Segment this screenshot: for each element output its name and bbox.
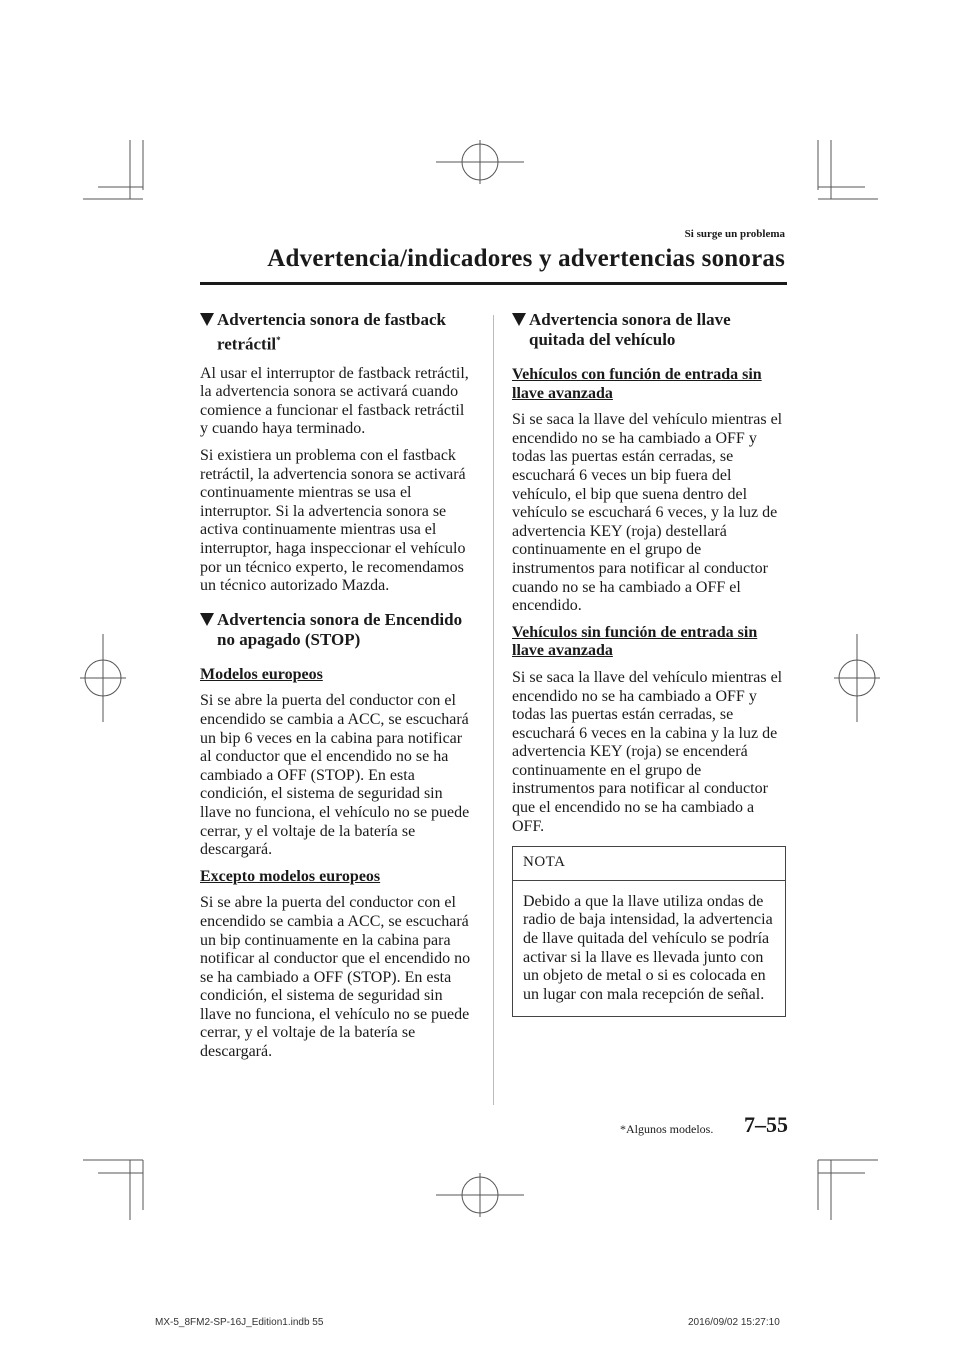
section-heading: Advertencia sonora de Encendido no apagado (STOP) [200,610,472,650]
print-timestamp: 2016/09/02 15:27:10 [688,1317,780,1328]
triangle-bullet-icon [512,313,526,326]
subheading: Modelos europeos [200,665,323,683]
left-column [200,310,472,1070]
paragraph: Si se abre la puerta del conductor con el encendido se cambia a ACC, se escuchará un bip 6 veces en la cabina para notificar al conductor que el encendido no se ha cambiado a OFF (STOP). En esta condición, el sistema de seguridad sin llave no funciona, el vehículo no se puede cerrar, y el voltaje de la batería se descargará. [200,692,470,859]
page-number: 7–55 [744,1112,788,1137]
right-column [512,310,784,1017]
subheading: Vehículos sin función de entrada sin llave avanzada [512,623,758,660]
registration-mark-icon [80,634,126,722]
paragraph: Si existiera un problema con el fastback retráctil, la advertencia sonora se activará continuamente mientras se usa el interruptor. Si la advertencia sonora se activa continuamente mientras usa el interruptor, haga inspeccionar el vehículo por un técnico experto, le recomendamos un técnico autorizado Mazda. [200,447,466,595]
triangle-bullet-icon [200,313,214,326]
paragraph: Al usar el interruptor de fastback retráctil, la advertencia sonora se activará cuando comience a funcionar el fastback retráctil y cuando haya terminado. [200,364,469,438]
registration-mark-icon [834,634,880,722]
registration-mark-icon [436,140,524,184]
footnote-mark: * [276,335,281,345]
column-divider [493,315,494,1105]
page-title: Advertencia/indicadores y advertencias sonoras [267,245,785,272]
header-rule [200,282,787,285]
subheading: Excepto modelos europeos [200,867,381,885]
paragraph: Si se saca la llave del vehículo mientras el encendido no se ha cambiado a OFF y todas las puertas están cerradas, se escuchará 6 veces en la cabina y la luz de advertencia KEY (roja) se encenderá continuamente en el grupo de instrumentos para notificar al conductor que el encendido no se ha cambiado a OFF. [512,668,783,835]
section-heading: Advertencia sonora de fastback retráctil* [200,310,472,355]
note-title: NOTA [513,847,785,881]
section-label: Si surge un problema [684,228,785,240]
footnote: *Algunos modelos. [620,1122,714,1136]
print-filename: MX-5_8FM2-SP-16J_Edition1.indb 55 [155,1317,324,1328]
paragraph: Si se saca la llave del vehículo mientras el encendido no se ha cambiado a OFF y todas las puertas están cerradas, se escuchará 6 veces un bip fuera del vehículo, el bip que suena dentro del vehículo se escuchará 6 veces, y la luz de advertencia KEY (roja) destellará continuamente en el grupo de instrumentos para notificar al conductor cuando no se ha cambiado a OFF el encendido. [512,411,783,615]
section-heading: Advertencia sonora de llave quitada del vehículo [512,310,784,350]
triangle-bullet-icon [200,613,214,626]
paragraph: Si se abre la puerta del conductor con el encendido se cambia a ACC, se escuchará un bip continuamente en la cabina para notificar al conductor que el encendido no se ha cambiado a OFF (STOP). En esta condición, el sistema de seguridad sin llave no funciona, el vehículo no se puede cerrar, y el voltaje de la batería se descargará. [200,894,471,1061]
registration-mark-icon [436,1173,524,1217]
note-body: Debido a que la llave utiliza ondas de radio de baja intensidad, la advertencia de llave quitada del vehículo se podría activar si la llave es llevada junto con un objeto de metal o si es colocada en un lugar con mala recepción de señal. [523,892,773,1003]
note-box [512,846,786,1017]
subheading: Vehículos con función de entrada sin llave avanzada [512,366,762,402]
